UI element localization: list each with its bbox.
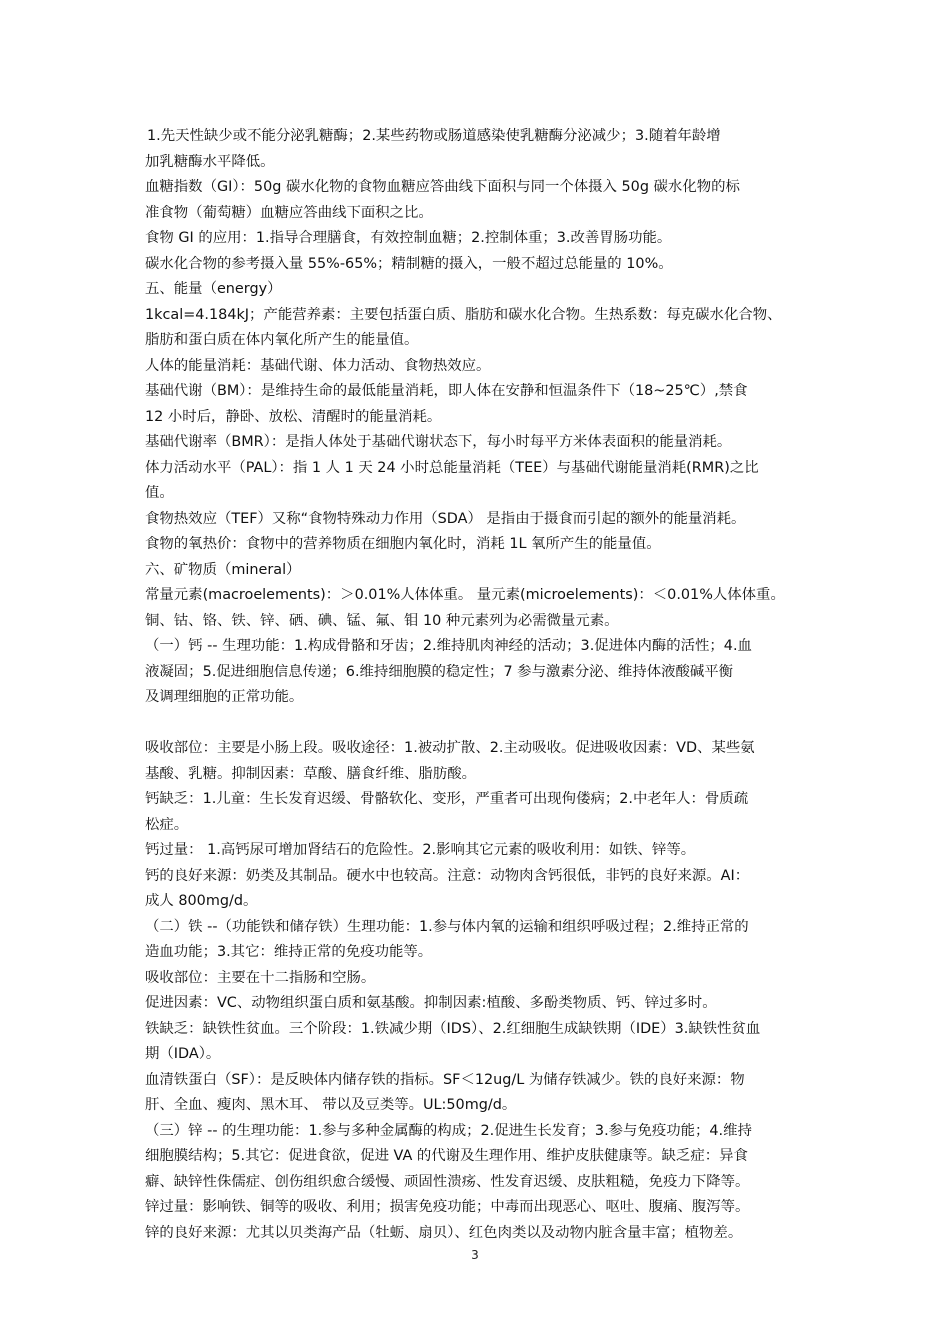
text-line: 1.先天性缺少或不能分泌乳糖酶；2.某些药物或肠道感染使乳糖酶分泌减少；3.随着年龄增 — [147, 128, 721, 144]
text-line: 吸收部位：主要在十二指肠和空肠。 — [145, 969, 376, 986]
text-line: 松症。 — [145, 816, 189, 833]
text-line: 食物热效应（TEF）又称“食物特殊动力作用（SDA） 是指由于摄食而引起的额外的能量消耗。 — [145, 510, 746, 527]
text-line: （三）锌 -- 的生理功能：1.参与多种金属酶的构成；2.促进生长发育；3.参与免疫功能；4.维持 — [145, 1122, 752, 1139]
text-line: 脂肪和蛋白质在体内氧化所产生的能量值。 — [145, 332, 419, 348]
text-line: 体力活动水平（PAL）：指 1 人 1 天 24 小时总能量消耗（TEE）与基础代谢能量消耗(RMR)之比 — [145, 459, 759, 476]
text-line: 食物 GI 的应用：1.指导合理膳食，有效控制血糖；2.控制体重；3.改善胃肠功能。 — [145, 230, 672, 246]
text-line: 铁缺乏：缺铁性贫血。三个阶段：1.铁减少期（IDS）、2.红细胞生成缺铁期（IDE）3.缺铁性贫血 — [145, 1020, 761, 1037]
text-line: 癖、缺锌性侏儒症、创伤组织愈合缓慢、顽固性溃疡、性发育迟缓、皮肤粗糙，免疫力下降等。 — [145, 1173, 750, 1190]
text-line: 吸收部位：主要是小肠上段。吸收途径：1.被动扩散、2.主动吸收。促进吸收因素：VD、某些氨 — [145, 740, 755, 756]
text-line: 准食物（葡萄糖）血糖应答曲线下面积之比。 — [145, 204, 433, 221]
text-line: 血清铁蛋白（SF）：是反映体内储存铁的指标。SF＜12ug/L 为储存铁减少。铁的良好来源：物 — [145, 1071, 745, 1088]
text-line: 值。 — [145, 485, 174, 501]
text-line: 及调理细胞的正常功能。 — [145, 689, 304, 705]
text-line: 钙过量： 1.高钙尿可增加肾结石的危险性。2.影响其它元素的吸收利用：如铁、锌等。 — [145, 842, 696, 858]
text-line: 细胞膜结构；5.其它：促进食欲，促进 VA 的代谢及生理作用、维护皮肤健康等。缺乏症：异食 — [145, 1148, 748, 1164]
text-line: 12 小时后，静卧、放松、清醒时的能量消耗。 — [145, 408, 442, 425]
text-line: 钙的良好来源：奶类及其制品。硬水中也较高。注意：动物肉含钙很低，非钙的良好来源。AI： — [145, 867, 750, 884]
blank-line — [145, 711, 813, 737]
text-line: 碳水化合物的参考摄入量 55%-65%；精制糖的摄入，一般不超过总能量的 10%。 — [145, 255, 673, 272]
text-line: （一）钙 -- 生理功能：1.构成骨骼和牙齿；2.维持肌肉神经的活动；3.促进体内酶的活性；4.血 — [145, 638, 752, 654]
document-body — [145, 124, 813, 1246]
text-line: 五、能量（energy） — [145, 281, 282, 297]
text-line: 期（IDA）。 — [145, 1046, 221, 1062]
text-line: 加乳糖酶水平降低。 — [145, 153, 275, 170]
text-line: 钙缺乏：1.儿童：生长发育迟缓、骨骼软化、变形，严重者可出现佝偻病；2.中老年人：骨质疏 — [145, 791, 749, 807]
text-line: 食物的氧热价：食物中的营养物质在细胞内氧化时，消耗 1L 氧所产生的能量值。 — [145, 536, 661, 552]
page-number: 3 — [471, 1248, 479, 1262]
text-line: 六、矿物质（mineral） — [145, 561, 301, 578]
text-line: 常量元素(macroelements)：＞0.01%人体体重。 量元素(microelements)：＜0.01%人体体重。 — [145, 587, 785, 603]
text-line: 成人 800mg/d。 — [145, 893, 258, 909]
text-line: 基酸、乳糖。抑制因素：草酸、膳食纤维、脂肪酸。 — [145, 765, 476, 782]
text-line: 基础代谢（BM）：是维持生命的最低能量消耗，即人体在安静和恒温条件下（18~25℃）,禁食 — [145, 383, 748, 399]
text-line: （二）铁 --（功能铁和储存铁）生理功能：1.参与体内氧的运输和组织呼吸过程；2.维持正常的 — [145, 918, 749, 935]
text-line: 促进因素：VC、动物组织蛋白质和氨基酸。抑制因素:植酸、多酚类物质、钙、锌过多时。 — [145, 995, 717, 1011]
text-line: 人体的能量消耗：基础代谢、体力活动、食物热效应。 — [145, 357, 491, 374]
text-line: 液凝固；5.促进细胞信息传递；6.维持细胞膜的稳定性；7 参与激素分泌、维持体液酸碱平衡 — [145, 663, 734, 680]
text-line: 肝、全血、瘦肉、黑木耳、 带以及豆类等。UL:50mg/d。 — [145, 1097, 517, 1113]
text-line: 铜、钴、铬、铁、锌、硒、碘、锰、氟、钼 10 种元素列为必需微量元素。 — [145, 612, 619, 629]
text-line: 锌的良好来源：尤其以贝类海产品（牡蛎、扇贝）、红色肉类以及动物内脏含量丰富；植物差。 — [145, 1224, 743, 1241]
text-line: 血糖指数（GI）：50g 碳水化物的食物血糖应答曲线下面积与同一个体摄入 50g 碳水化物的标 — [145, 179, 740, 195]
text-line: 基础代谢率（BMR）：是指人体处于基础代谢状态下，每小时每平方米体表面积的能量消耗。 — [145, 434, 732, 450]
text-line: 造血功能；3.其它：维持正常的免疫功能等。 — [145, 944, 433, 960]
text-line: 锌过量：影响铁、铜等的吸收、利用；损害免疫功能；中毒而出现恶心、呕吐、腹痛、腹泻等。 — [145, 1199, 750, 1215]
text-line: 1kcal=4.184kJ；产能营养素：主要包括蛋白质、脂肪和碳水化合物。生热系数：每克碳水化合物、 — [145, 306, 782, 323]
